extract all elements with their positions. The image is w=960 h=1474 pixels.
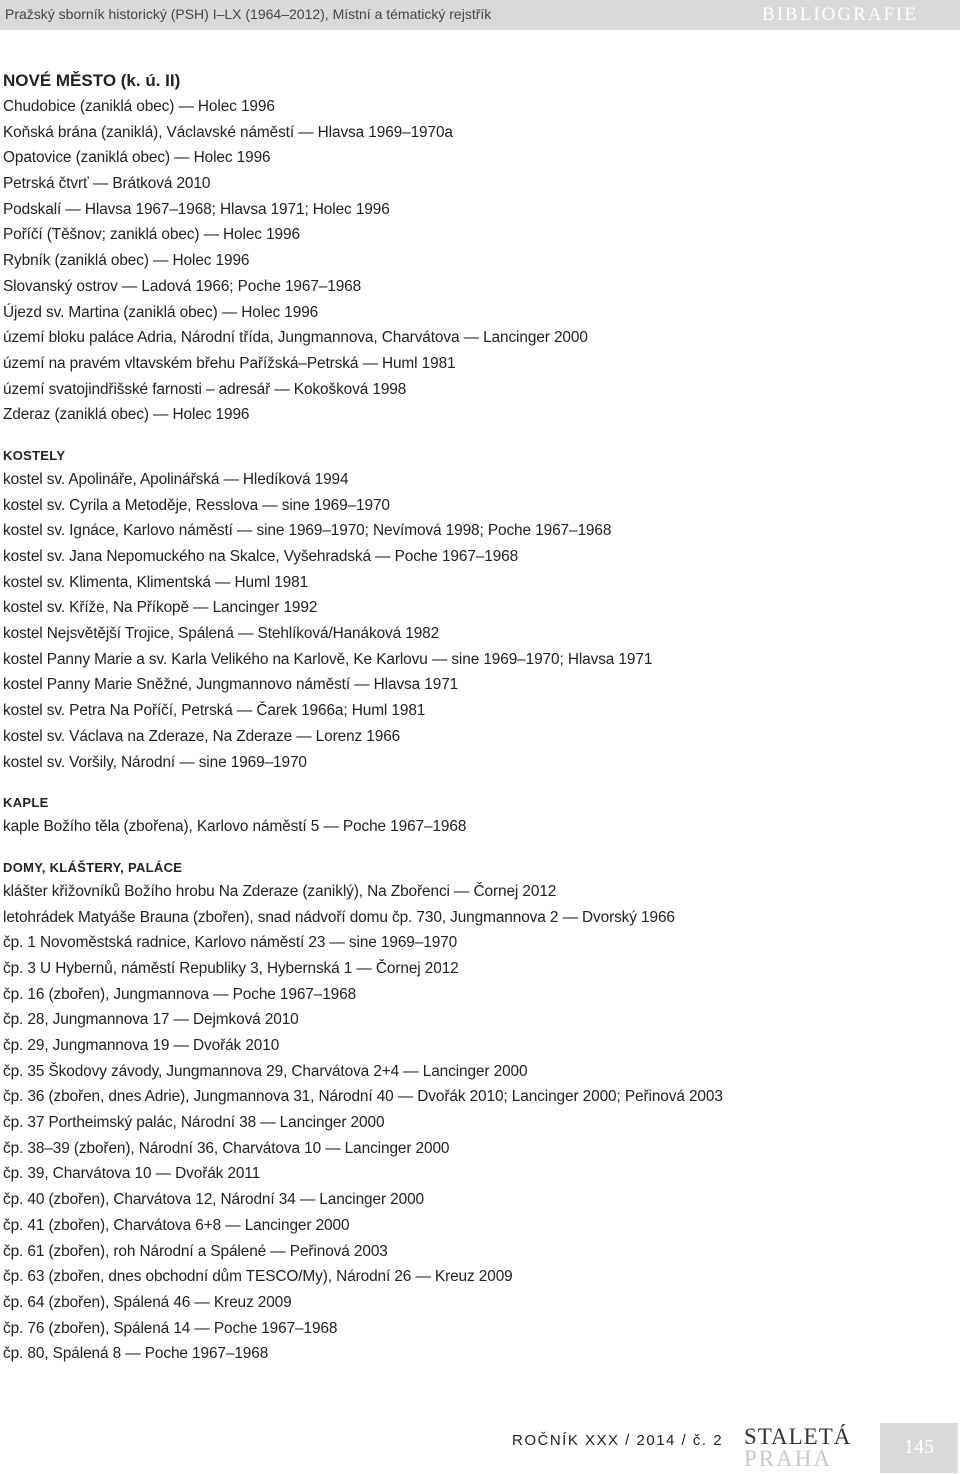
list-item: kostel Panny Marie a sv. Karla Velikého na Karlově, Ke Karlovu — sine 1969–1970; Hlavsa 1971 — [3, 650, 653, 668]
list-item: Újezd sv. Martina (zaniklá obec) — Holec 1996 — [3, 303, 319, 321]
subsection-title-domy: DOMY, KLÁŠTERY, PALÁCE — [3, 859, 183, 875]
list-item: kostel sv. Kříže, Na Příkopě — Lancinger 1992 — [3, 599, 318, 617]
list-item: Zderaz (zaniklá obec) — Holec 1996 — [3, 406, 250, 424]
list-item: čp. 37 Portheimský palác, Národní 38 — Lancinger 2000 — [3, 1114, 385, 1132]
list-item: kostel sv. Petra Na Poříčí, Petrská — Čarek 1966a; Huml 1981 — [3, 702, 426, 720]
list-item: čp. 40 (zbořen), Charvátova 12, Národní 34 — Lancinger 2000 — [3, 1191, 425, 1209]
list-item: kostel sv. Klimenta, Klimentská — Huml 1981 — [3, 573, 309, 591]
page-content — [3, 68, 953, 1367]
list-item: území na pravém vltavském břehu Pařížská–Petrská — Huml 1981 — [3, 354, 456, 372]
entry-list-domy — [3, 879, 953, 1367]
list-item: čp. 41 (zbořen), Charvátova 6+8 — Lancinger 2000 — [3, 1216, 350, 1234]
entry-list-kaple — [3, 814, 953, 840]
subsection-title-kostely: KOSTELY — [3, 447, 66, 463]
list-item: kostel sv. Apolináře, Apolinářská — Hledíková 1994 — [3, 470, 349, 488]
journal-logo — [744, 1424, 874, 1472]
section-title: NOVÉ MĚSTO (k. ú. II) — [3, 71, 181, 90]
list-item: území bloku paláce Adria, Národní třída, Jungmannova, Charvátova — Lancinger 2000 — [3, 329, 588, 347]
list-item: čp. 64 (zbořen), Spálená 46 — Kreuz 2009 — [3, 1293, 292, 1311]
list-item: Chudobice (zaniklá obec) — Holec 1996 — [3, 98, 275, 115]
logo-text-bottom: PRAHA — [744, 1446, 832, 1471]
list-item: Koňská brána (zaniklá), Václavské náměstí — Hlavsa 1969–1970a — [3, 123, 453, 141]
list-item: čp. 3 U Hybernů, náměstí Republiky 3, Hybernská 1 — Čornej 2012 — [3, 959, 459, 977]
page-number: 145 — [904, 1436, 934, 1458]
list-item: čp. 38–39 (zbořen), Národní 36, Charvátova 10 — Lancinger 2000 — [3, 1139, 450, 1157]
list-item: čp. 1 Novoměstská radnice, Karlovo náměstí 23 — sine 1969–1970 — [3, 934, 458, 952]
list-item: čp. 61 (zbořen), roh Národní a Spálené — Peřinová 2003 — [3, 1242, 388, 1260]
list-item: Petrská čtvrť — Brátková 2010 — [3, 175, 211, 193]
running-header — [0, 0, 960, 30]
list-item: čp. 76 (zbořen), Spálená 14 — Poche 1967–1968 — [3, 1319, 338, 1337]
list-item: kostel sv. Jana Nepomuckého na Skalce, Vyšehradská — Poche 1967–1968 — [3, 548, 519, 565]
list-item: čp. 36 (zbořen, dnes Adrie), Jungmannova 31, Národní 40 — Dvořák 2010; Lancinger 2000; Peřinová 2003 — [3, 1088, 723, 1106]
list-item: kostel sv. Ignáce, Karlovo náměstí — sine 1969–1970; Nevímová 1998; Poche 1967–1968 — [3, 522, 612, 540]
entry-list-kostely — [3, 467, 953, 775]
page-number-box — [880, 1423, 958, 1473]
list-item: kaple Božího těla (zbořena), Karlovo náměstí 5 — Poche 1967–1968 — [3, 818, 467, 836]
list-item: Poříčí (Těšnov; zaniklá obec) — Holec 1996 — [3, 226, 300, 244]
subsection-title-kaple: KAPLE — [3, 795, 49, 811]
list-item: čp. 39, Charvátova 10 — Dvořák 2011 — [3, 1165, 261, 1183]
issue-label: ROČNÍK XXX / 2014 / č. 2 — [512, 1432, 724, 1449]
list-item: Podskalí — Hlavsa 1967–1968; Hlavsa 1971; Holec 1996 — [3, 200, 390, 218]
list-item: území svatojindřišské farnosti – adresář — Kokošková 1998 — [3, 380, 407, 398]
list-item: čp. 16 (zbořen), Jungmannova — Poche 1967–1968 — [3, 985, 357, 1003]
list-item: letohrádek Matyáše Brauna (zbořen), snad nádvoří domu čp. 730, Jungmannova 2 — Dvorský 1966 — [3, 908, 675, 926]
list-item: klášter křižovníků Božího hrobu Na Zderaze (zaniklý), Na Zbořenci — Čornej 2012 — [3, 882, 557, 900]
list-item: Opatovice (zaniklá obec) — Holec 1996 — [3, 149, 271, 167]
list-item: čp. 35 Škodovy závody, Jungmannova 29, Charvátova 2+4 — Lancinger 2000 — [3, 1062, 528, 1080]
list-item: Rybník (zaniklá obec) — Holec 1996 — [3, 252, 250, 270]
list-item: Slovanský ostrov — Ladová 1966; Poche 1967–1968 — [3, 277, 362, 295]
list-item: kostel sv. Cyrila a Metoděje, Resslova — sine 1969–1970 — [3, 496, 390, 514]
section-tag: BIBLIOGRAFIE — [762, 4, 918, 25]
list-item: čp. 80, Spálená 8 — Poche 1967–1968 — [3, 1345, 269, 1363]
list-item: kostel Panny Marie Sněžné, Jungmannovo náměstí — Hlavsa 1971 — [3, 676, 459, 694]
entry-list-general — [3, 94, 953, 428]
list-item: kostel Nejsvětější Trojice, Spálená — Stehlíková/Hanáková 1982 — [3, 625, 440, 643]
list-item: kostel sv. Václava na Zderaze, Na Zderaze — Lorenz 1966 — [3, 727, 401, 745]
list-item: čp. 63 (zbořen, dnes obchodní dům TESCO/My), Národní 26 — Kreuz 2009 — [3, 1268, 513, 1286]
logo-text-top: STALETÁ — [744, 1424, 852, 1449]
running-title: Pražský sborník historický (PSH) I–LX (1964–2012), Místní a tématický rejstřík — [5, 6, 492, 22]
list-item: čp. 28, Jungmannova 17 — Dejmková 2010 — [3, 1011, 299, 1029]
list-item: kostel sv. Voršily, Národní — sine 1969–1970 — [3, 753, 307, 771]
list-item: čp. 29, Jungmannova 19 — Dvořák 2010 — [3, 1037, 280, 1054]
